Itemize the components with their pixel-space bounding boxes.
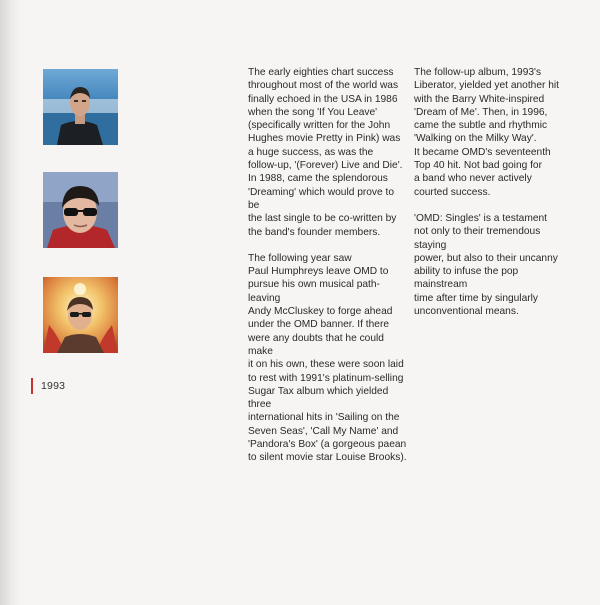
text-column-right	[414, 66, 574, 331]
photo-man-colourful-backdrop	[43, 277, 118, 353]
paragraph-singles-testament: 'OMD: Singles' is a testament not only to their tremendous staying power, but also to their uncanny ability to infuse the pop mainstream time after time by singularly unconventional means.	[414, 212, 558, 318]
year-marker-bar	[31, 378, 33, 394]
page-gutter-shade	[0, 0, 22, 605]
photo-man-by-sea	[43, 69, 118, 145]
year-marker	[31, 378, 65, 394]
paragraph-humphreys-departure: The following year saw Paul Humphreys leave OMD to pursue his own musical path-leaving Andy McCluskey to forge ahead under the OMD banner. If there were any doubts that he could make it on his own, these were soon laid to rest with 1991's platinum-selling Sugar Tax album which yielded three international hits in 'Sailing on the Seven Seas', 'Call My Name' and 'Pandora's Box' (a gorgeous paean to silent movie star Louise Brooks).	[248, 252, 407, 464]
paragraph-usa-success: The early eighties chart success throughout most of the world was finally echoed in the USA in 1986 when the song 'If You Leave' (specifically written for the John Hughes movie Pretty in Pink) was a huge success, as was the follow-up, '(Forever) Live and Die'. In 1988, came the splendorous 'Dreaming' which would prove to be the last single to be co-written by the band's founder members.	[248, 67, 403, 238]
photo-man-sunglasses	[43, 172, 118, 248]
year-label: 1993	[41, 380, 66, 392]
paragraph-liberator-album: The follow-up album, 1993's Liberator, yielded yet another hit with the Barry White-inspired 'Dream of Me'. Then, in 1996, came the subtle and rhythmic 'Walking on the Milky Way'. It became OMD's seventeenth Top 40 hit. Not bad going for a band who never actively courted success.	[414, 67, 559, 198]
text-column-left	[248, 66, 408, 478]
